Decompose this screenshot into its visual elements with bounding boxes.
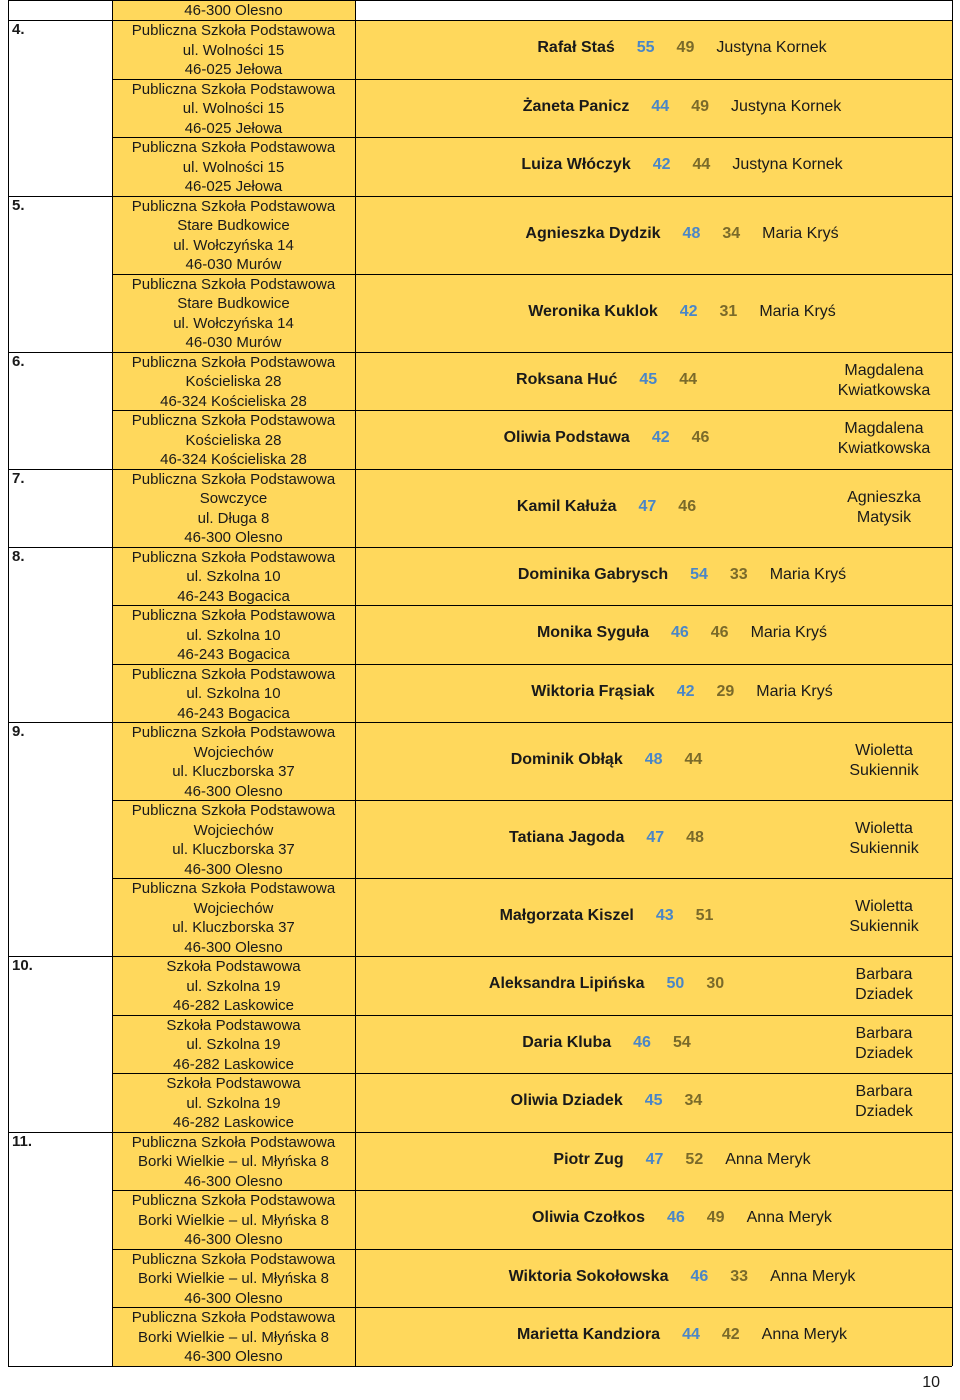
school-line: 46-282 Laskowice <box>173 1055 294 1073</box>
teacher-name: Maria Kryś <box>756 682 833 700</box>
school-row <box>112 1307 355 1366</box>
teacher-name <box>800 1082 960 1122</box>
school-line: Publiczna Szkoła Podstawowa <box>131 802 336 819</box>
score-2: 46 <box>710 624 729 642</box>
score-2: 34 <box>722 224 741 242</box>
student-name: Oliwia Podstawa <box>503 429 630 447</box>
row-divider <box>8 1132 952 1133</box>
row-divider <box>112 79 952 80</box>
row-divider <box>8 722 952 723</box>
student-entry <box>413 98 951 116</box>
student-name: Oliwia Czołkos <box>532 1209 645 1227</box>
school-line: 46-282 Laskowice <box>173 997 294 1014</box>
teacher-line: Agnieszka <box>847 488 921 506</box>
school-line: Publiczna Szkoła Podstawowa <box>131 1192 336 1209</box>
school-line: 46-243 Bogacica <box>177 704 290 722</box>
school-row <box>112 410 355 469</box>
school-line: Szkoła Podstawowa <box>166 1075 301 1092</box>
school-line: Wojciechów <box>193 899 274 917</box>
row-divider <box>112 410 952 411</box>
school-line: 46-030 Murów <box>185 256 282 273</box>
school-row <box>112 137 355 196</box>
school-line: ul. Wolności 15 <box>182 158 285 176</box>
row-divider <box>8 0 952 1</box>
teacher-line: Matysik <box>856 508 912 526</box>
school-row <box>112 547 355 606</box>
row-divider <box>112 137 952 138</box>
teacher-name: Anna Meryk <box>725 1150 811 1168</box>
score-2: 49 <box>676 39 695 57</box>
teacher-name: Anna Meryk <box>770 1267 856 1285</box>
student-entry <box>413 371 800 389</box>
school-line: Stare Budkowice <box>177 217 290 234</box>
student-name: Wiktoria Frąsiak <box>531 682 655 700</box>
student-name: Małgorzata Kiszel <box>499 907 634 924</box>
student-entry <box>413 975 800 993</box>
school-line: Publiczna Szkoła Podstawowa <box>131 724 336 741</box>
school-row <box>112 352 355 411</box>
school-line: 46-282 Laskowice <box>173 1114 294 1131</box>
score-2: 33 <box>729 565 748 583</box>
school-row <box>112 878 355 956</box>
teacher-line: Wioletta <box>855 820 913 837</box>
school-line: Borki Wielkie – ul. Młyńska 8 <box>138 1211 329 1229</box>
row-divider <box>112 1015 952 1016</box>
school-address <box>112 411 355 470</box>
school-address <box>112 957 355 1016</box>
score-2: 46 <box>678 497 697 515</box>
teacher-name <box>800 1024 960 1064</box>
school-address <box>112 1074 355 1133</box>
score-1: 47 <box>646 829 665 846</box>
school-line: 46-300 Olesno <box>184 782 283 800</box>
score-2: 44 <box>692 156 711 174</box>
score-1: 47 <box>638 497 657 515</box>
row-divider <box>8 469 952 470</box>
group-number-label: 4. <box>12 21 25 38</box>
teacher-line: Sukiennik <box>849 762 919 779</box>
school-line: ul. Szkolna 10 <box>186 568 281 585</box>
school-address <box>112 470 355 548</box>
score-1: 42 <box>679 302 698 320</box>
teacher-line: Magdalena <box>844 420 924 438</box>
score-2: 34 <box>684 1092 703 1110</box>
school-address <box>112 801 355 879</box>
school-line: Publiczna Szkoła Podstawowa <box>131 1309 336 1326</box>
school-line: ul. Wołczyńska 14 <box>173 236 294 254</box>
teacher-name: Justyna Kornek <box>732 156 843 174</box>
score-2: 51 <box>695 907 714 924</box>
school-row <box>112 1073 355 1132</box>
school-line: Borki Wielkie – ul. Młyńska 8 <box>138 1153 329 1170</box>
school-line: Publiczna Szkoła Podstawowa <box>131 412 336 429</box>
student-entry <box>413 624 951 642</box>
school-address <box>112 275 355 353</box>
teacher-line: Barbara <box>855 1024 913 1042</box>
score-1: 42 <box>652 156 671 174</box>
school-line: Kościeliska 28 <box>185 431 282 449</box>
top-school-row <box>112 0 355 20</box>
school-row <box>112 1132 355 1191</box>
teacher-line: Barbara <box>855 1083 913 1101</box>
school-line: ul. Wołczyńska 14 <box>173 314 294 332</box>
score-1: 46 <box>633 1033 651 1051</box>
student-name: Weronika Kuklok <box>528 302 658 320</box>
school-row <box>112 20 355 79</box>
student-entry <box>413 566 951 584</box>
score-1: 55 <box>636 39 655 57</box>
school-line: 46-243 Bogacica <box>177 587 290 605</box>
score-1: 42 <box>676 682 695 700</box>
score-1: 45 <box>644 1092 663 1110</box>
school-line: 46-025 Jełowa <box>184 178 283 195</box>
student-name: Piotr Zug <box>553 1150 624 1168</box>
school-line: ul. Długa 8 <box>197 509 270 527</box>
score-2: 46 <box>691 429 710 447</box>
school-line: 46-324 Kościeliska 28 <box>160 392 307 410</box>
student-name: Rafał Staś <box>537 39 615 57</box>
score-2: 44 <box>679 370 697 388</box>
teacher-name <box>800 488 960 528</box>
school-line: ul. Wolności 15 <box>182 41 285 59</box>
teacher-line: Sukiennik <box>849 918 919 935</box>
school-address <box>112 723 355 801</box>
group-number-label: 5. <box>12 196 25 214</box>
school-row <box>112 956 355 1015</box>
group-number-label: 8. <box>12 547 25 565</box>
school-address <box>112 1308 355 1367</box>
score-2: 31 <box>719 302 738 320</box>
row-divider <box>8 1366 952 1367</box>
score-1: 54 <box>690 565 708 583</box>
student-name: Monika Syguła <box>536 624 649 642</box>
school-address <box>112 353 355 412</box>
teacher-line: Kwiatkowska <box>837 381 931 399</box>
score-2: 44 <box>684 751 703 768</box>
student-name: Dominika Gabrysch <box>517 565 669 583</box>
student-entry <box>413 683 951 701</box>
group-number-label: 6. <box>12 352 25 370</box>
school-address <box>112 1133 355 1192</box>
school-address <box>112 1016 355 1075</box>
school-line: ul. Kluczborska 37 <box>172 763 295 780</box>
score-2: 42 <box>721 1326 740 1344</box>
student-name: Żaneta Panicz <box>522 97 630 115</box>
teacher-name: Maria Kryś <box>762 224 839 242</box>
school-line: 46-025 Jełowa <box>184 119 283 137</box>
teacher-name: Justyna Kornek <box>731 97 842 115</box>
school-line: Publiczna Szkoła Podstawowa <box>131 139 336 156</box>
teacher-name <box>800 965 960 1005</box>
school-row <box>112 196 355 274</box>
student-name: Luiza Włóczyk <box>521 156 631 174</box>
school-address <box>112 21 355 80</box>
teacher-name: Maria Kryś <box>759 302 836 320</box>
school-row <box>112 79 355 138</box>
school-line: Publiczna Szkoła Podstawowa <box>131 470 336 488</box>
school-line: Publiczna Szkoła Podstawowa <box>131 22 336 39</box>
row-divider <box>8 956 952 957</box>
student-entry <box>413 907 800 925</box>
row-divider <box>112 605 952 606</box>
school-row <box>112 722 355 800</box>
school-line: Publiczna Szkoła Podstawowa <box>131 275 336 293</box>
school-row <box>112 664 355 723</box>
score-1: 48 <box>644 751 663 768</box>
school-line: Publiczna Szkoła Podstawowa <box>131 665 336 683</box>
student-name: Oliwia Dziadek <box>510 1092 623 1110</box>
school-line: 46-324 Kościeliska 28 <box>160 451 307 468</box>
school-line: ul. Szkolna 10 <box>186 626 281 644</box>
teacher-line: Kwiatkowska <box>837 440 931 458</box>
student-entry <box>413 39 951 57</box>
score-1: 44 <box>651 97 670 115</box>
row-divider <box>8 547 952 548</box>
school-line: ul. Wolności 15 <box>182 100 285 117</box>
score-1: 46 <box>670 624 689 642</box>
column-divider <box>8 0 9 1366</box>
student-name: Daria Kluba <box>522 1033 612 1051</box>
column-divider <box>952 0 953 1366</box>
teacher-line: Dziadek <box>855 986 913 1004</box>
school-row <box>112 274 355 352</box>
school-line: Szkoła Podstawowa <box>166 958 301 975</box>
school-line: ul. Szkolna 19 <box>186 1094 281 1112</box>
teacher-name <box>800 361 960 401</box>
score-1: 46 <box>690 1267 709 1285</box>
school-line: Szkoła Podstawowa <box>166 1016 301 1034</box>
teacher-name <box>800 419 960 459</box>
school-row <box>112 605 355 664</box>
group-number-label: 10. <box>12 957 33 974</box>
school-line: ul. Szkolna 10 <box>186 685 281 702</box>
school-line: ul. Szkolna 19 <box>186 977 281 995</box>
school-address <box>112 1250 355 1309</box>
school-line: 46-300 Olesno <box>184 529 283 546</box>
student-entry <box>413 225 951 243</box>
group-number-label: 7. <box>12 469 25 487</box>
school-address <box>112 1191 355 1250</box>
school-line: 46-300 Olesno <box>184 1231 283 1248</box>
teacher-line: Sukiennik <box>849 840 919 857</box>
teacher-name <box>800 819 960 859</box>
school-line: ul. Kluczborska 37 <box>172 919 295 936</box>
school-line: Publiczna Szkoła Podstawowa <box>131 607 336 624</box>
student-name: Roksana Huć <box>516 370 618 388</box>
school-line: Kościeliska 28 <box>185 373 282 390</box>
school-line: Wojciechów <box>193 743 274 761</box>
score-1: 42 <box>651 429 670 447</box>
school-line: Publiczna Szkoła Podstawowa <box>131 880 336 897</box>
score-2: 29 <box>716 682 735 700</box>
school-line: Publiczna Szkoła Podstawowa <box>131 80 336 98</box>
teacher-name <box>800 897 960 937</box>
group-number-label: 9. <box>12 723 25 740</box>
school-address <box>112 665 355 724</box>
teacher-name: Anna Meryk <box>761 1326 848 1344</box>
score-1: 48 <box>682 224 701 242</box>
school-line: ul. Kluczborska 37 <box>172 841 295 858</box>
score-1: 50 <box>666 975 685 993</box>
page-number: 10 <box>922 1374 940 1391</box>
score-2: 48 <box>686 829 704 846</box>
school-row <box>112 469 355 547</box>
teacher-line: Magdalena <box>844 361 924 379</box>
teacher-name: Maria Kryś <box>750 624 828 642</box>
student-entry <box>413 1268 951 1286</box>
row-divider <box>112 1307 952 1308</box>
row-divider <box>112 1190 952 1191</box>
school-line: Publiczna Szkoła Podstawowa <box>131 353 336 371</box>
teacher-line: Dziadek <box>855 1103 913 1121</box>
teacher-name: Anna Meryk <box>746 1209 832 1227</box>
school-row <box>112 1015 355 1074</box>
school-line: Sowczyce <box>199 490 268 507</box>
group-number-label: 11. <box>12 1132 33 1150</box>
school-line: 46-300 Olesno <box>184 938 283 956</box>
score-2: 49 <box>691 97 709 115</box>
student-name: Dominik Obłąk <box>510 751 623 768</box>
teacher-name <box>800 741 960 781</box>
student-name: Aleksandra Lipińska <box>488 975 645 993</box>
student-entry <box>413 429 800 447</box>
teacher-name: Justyna Kornek <box>716 39 827 57</box>
row-divider <box>112 1249 952 1250</box>
score-1: 47 <box>645 1150 664 1168</box>
score-2: 30 <box>706 975 725 993</box>
student-entry <box>413 498 800 516</box>
student-entry <box>413 1326 951 1344</box>
student-name: Tatiana Jagoda <box>509 829 625 846</box>
school-address <box>112 879 355 957</box>
row-divider <box>8 20 952 21</box>
school-line: Publiczna Szkoła Podstawowa <box>131 1250 336 1268</box>
teacher-line: Wioletta <box>855 742 913 759</box>
score-2: 33 <box>730 1267 749 1285</box>
row-divider <box>112 274 952 275</box>
top-school-address: 46-300 Olesno <box>184 2 283 19</box>
school-line: Stare Budkowice <box>177 295 290 312</box>
score-2: 52 <box>685 1150 704 1168</box>
school-line: 46-243 Bogacica <box>177 646 290 663</box>
school-address <box>112 80 355 139</box>
column-divider <box>112 0 113 1366</box>
school-row <box>112 1249 355 1308</box>
score-1: 45 <box>639 370 658 388</box>
column-divider <box>355 0 356 1366</box>
school-line: Publiczna Szkoła Podstawowa <box>131 548 336 566</box>
student-entry <box>413 1151 951 1169</box>
student-name: Marietta Kandziora <box>516 1326 661 1344</box>
teacher-name: Maria Kryś <box>769 565 847 583</box>
school-line: Borki Wielkie – ul. Młyńska 8 <box>138 1328 329 1346</box>
row-divider <box>112 878 952 879</box>
student-name: Wiktoria Sokołowska <box>508 1267 669 1285</box>
teacher-line: Wioletta <box>855 898 913 915</box>
school-row <box>112 800 355 878</box>
student-entry <box>413 829 800 847</box>
school-line: Wojciechów <box>193 821 274 839</box>
teacher-line: Dziadek <box>855 1044 913 1062</box>
student-entry <box>413 303 951 321</box>
student-entry <box>413 1092 800 1110</box>
score-1: 46 <box>666 1209 685 1227</box>
school-address <box>112 197 355 275</box>
school-line: 46-300 Olesno <box>184 1289 283 1307</box>
school-address <box>112 138 355 197</box>
school-address <box>112 548 355 607</box>
school-line: Publiczna Szkoła Podstawowa <box>131 1133 336 1151</box>
school-line: 46-025 Jełowa <box>184 61 283 78</box>
row-divider <box>112 664 952 665</box>
school-line: 46-300 Olesno <box>184 1172 283 1190</box>
school-row <box>112 1190 355 1249</box>
row-divider <box>8 196 952 197</box>
score-1: 44 <box>682 1326 700 1344</box>
student-entry <box>413 1209 951 1227</box>
school-line: 46-030 Murów <box>185 334 282 351</box>
student-entry <box>413 751 800 769</box>
row-divider <box>8 352 952 353</box>
student-entry <box>413 156 951 174</box>
school-line: 46-300 Olesno <box>184 860 283 878</box>
score-1: 43 <box>655 907 674 924</box>
score-2: 54 <box>672 1033 691 1051</box>
row-divider <box>112 1073 952 1074</box>
school-line: 46-300 Olesno <box>184 1348 283 1365</box>
school-line: Borki Wielkie – ul. Młyńska 8 <box>138 1270 329 1287</box>
school-line: ul. Szkolna 19 <box>186 1036 281 1053</box>
student-name: Kamil Kałuża <box>516 497 617 515</box>
school-line: Publiczna Szkoła Podstawowa <box>131 197 336 215</box>
teacher-line: Barbara <box>855 966 913 984</box>
student-name: Agnieszka Dydzik <box>525 224 661 242</box>
school-address <box>112 606 355 665</box>
row-divider <box>112 800 952 801</box>
score-2: 49 <box>706 1209 725 1227</box>
student-entry <box>413 1034 800 1052</box>
